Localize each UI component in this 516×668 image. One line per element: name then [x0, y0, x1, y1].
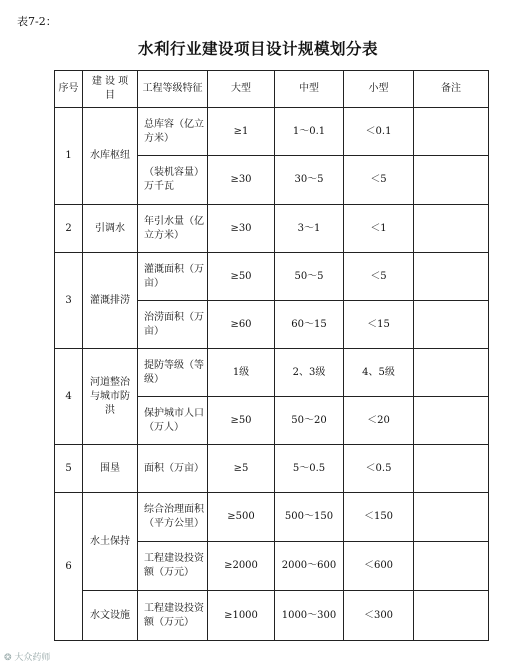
- note-cell: [414, 445, 489, 493]
- project-name: 灌溉排涝: [83, 253, 138, 349]
- feature-cell: 提防等级（等级）: [138, 349, 208, 397]
- table-row: [55, 445, 489, 493]
- small-cell: ＜0.1: [344, 108, 414, 156]
- table-row: [55, 591, 489, 641]
- row-no: 5: [55, 445, 83, 493]
- small-cell: ＜0.5: [344, 445, 414, 493]
- medium-cell: 2000～600: [275, 542, 344, 591]
- note-cell: [414, 349, 489, 397]
- project-name: 水文设施: [83, 591, 138, 641]
- note-cell: [414, 493, 489, 542]
- header-small: 小型: [344, 71, 414, 108]
- header-feature: 工程等级特征: [138, 71, 208, 108]
- large-cell: ≥60: [208, 301, 275, 349]
- watermark: [4, 650, 50, 663]
- row-no: 4: [55, 349, 83, 445]
- table-label: 表7-2：: [17, 15, 57, 28]
- medium-cell: 30～5: [275, 156, 344, 205]
- medium-cell: 50～20: [275, 397, 344, 445]
- watermark-logo-icon: ❂: [4, 653, 12, 663]
- header-project: 建 设 项 目: [83, 71, 138, 108]
- feature-cell: 年引水量（亿立方米）: [138, 205, 208, 253]
- note-cell: [414, 542, 489, 591]
- large-cell: 1级: [208, 349, 275, 397]
- feature-cell: 综合治理面积（平方公里）: [138, 493, 208, 542]
- table-row: [55, 205, 489, 253]
- project-name: 围垦: [83, 445, 138, 493]
- row-no: 2: [55, 205, 83, 253]
- small-cell: ＜1: [344, 205, 414, 253]
- table-row: [55, 349, 489, 397]
- medium-cell: 5～0.5: [275, 445, 344, 493]
- large-cell: ≥30: [208, 156, 275, 205]
- table-row: [55, 493, 489, 542]
- feature-cell: 保护城市人口（万人）: [138, 397, 208, 445]
- small-cell: ＜300: [344, 591, 414, 641]
- large-cell: ≥1: [208, 108, 275, 156]
- page-title: 水利行业建设项目设计规模划分表: [137, 40, 378, 58]
- note-cell: [414, 591, 489, 641]
- note-cell: [414, 205, 489, 253]
- table-row: [55, 108, 489, 156]
- header-note: 备注: [414, 71, 489, 108]
- feature-cell: 工程建设投资额（万元）: [138, 542, 208, 591]
- note-cell: [414, 253, 489, 301]
- project-name: 水土保持: [83, 493, 138, 591]
- medium-cell: 50～5: [275, 253, 344, 301]
- medium-cell: 500～150: [275, 493, 344, 542]
- project-name: 河道整治与城市防洪: [83, 349, 138, 445]
- header-medium: 中型: [275, 71, 344, 108]
- medium-cell: 1～0.1: [275, 108, 344, 156]
- feature-cell: 总库容（亿立方米）: [138, 108, 208, 156]
- note-cell: [414, 301, 489, 349]
- row-no: 6: [55, 493, 83, 641]
- large-cell: ≥50: [208, 397, 275, 445]
- small-cell: ＜20: [344, 397, 414, 445]
- small-cell: ＜15: [344, 301, 414, 349]
- project-name: 引调水: [83, 205, 138, 253]
- medium-cell: 2、3级: [275, 349, 344, 397]
- watermark-text: 大众药师: [14, 653, 51, 663]
- header-row: [55, 71, 489, 108]
- feature-cell: 治涝面积（万亩）: [138, 301, 208, 349]
- project-name: 水库枢纽: [83, 108, 138, 205]
- table-row: [55, 253, 489, 301]
- large-cell: ≥30: [208, 205, 275, 253]
- large-cell: ≥1000: [208, 591, 275, 641]
- header-no: 序号: [55, 71, 83, 108]
- row-no: 3: [55, 253, 83, 349]
- large-cell: ≥2000: [208, 542, 275, 591]
- row-no: 1: [55, 108, 83, 205]
- small-cell: ＜600: [344, 542, 414, 591]
- small-cell: ＜5: [344, 253, 414, 301]
- medium-cell: 3～1: [275, 205, 344, 253]
- feature-cell: （装机容量）万千瓦: [138, 156, 208, 205]
- large-cell: ≥500: [208, 493, 275, 542]
- small-cell: 4、5级: [344, 349, 414, 397]
- medium-cell: 60～15: [275, 301, 344, 349]
- feature-cell: 面积（万亩）: [138, 445, 208, 493]
- scale-table: [54, 70, 489, 641]
- large-cell: ≥50: [208, 253, 275, 301]
- note-cell: [414, 108, 489, 156]
- small-cell: ＜150: [344, 493, 414, 542]
- note-cell: [414, 156, 489, 205]
- small-cell: ＜5: [344, 156, 414, 205]
- large-cell: ≥5: [208, 445, 275, 493]
- feature-cell: 工程建设投资额（万元）: [138, 591, 208, 641]
- feature-cell: 灌溉面积（万亩）: [138, 253, 208, 301]
- header-large: 大型: [208, 71, 275, 108]
- medium-cell: 1000～300: [275, 591, 344, 641]
- note-cell: [414, 397, 489, 445]
